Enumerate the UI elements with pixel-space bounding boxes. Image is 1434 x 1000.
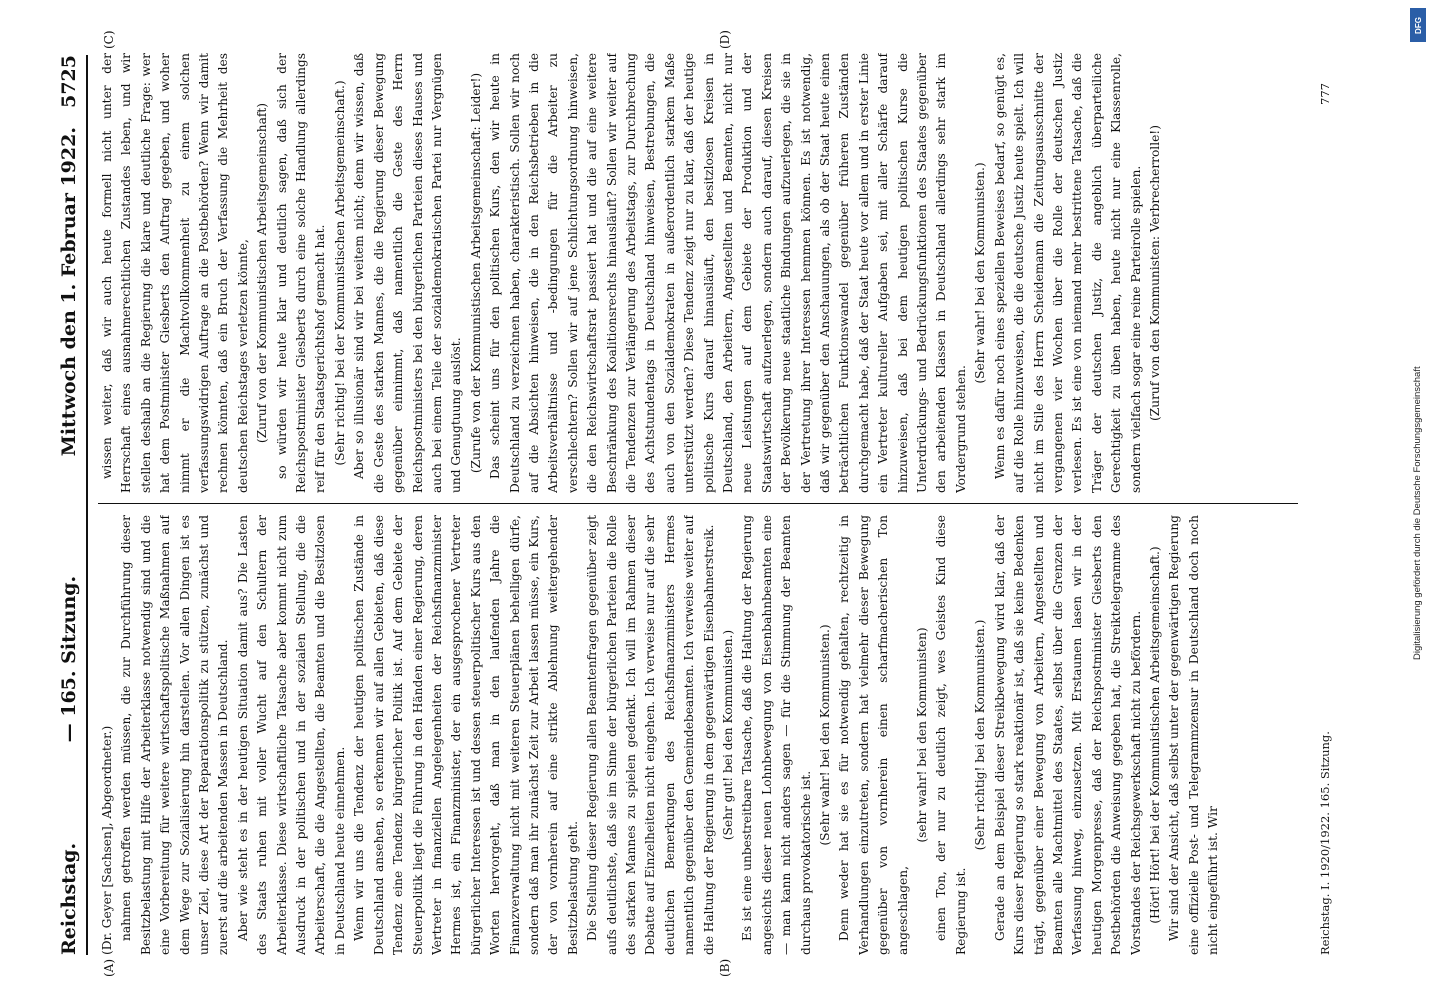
right-paragraph: (Zuruf von der Kommunistischen Arbeitsgemeinschaft) xyxy=(255,102,270,444)
right-paragraph: (Sehr wahr! bei den Kommunisten.) xyxy=(973,162,988,384)
dfg-logo: DFG xyxy=(1410,8,1426,42)
left-paragraph: Wenn wir uns die Tendenz der heutigen politischen Zustände in Deutschland ansehen, so erkennen wir auf allen Gebieten, daß diese Tendenz eine Tendenz bürgerlicher Politik ist. Auf dem Gebiete der Steuerpolitik liegt die Führung in den Händen einer Regierung, deren Vertreter in finanziellen Angelegenheiten der Reichsfinanzminister Hermes ist, ein Finanzminister, der ein ausgesprochener Vertreter bürgerlicher Interessen ist und dessen steuerpolitischer Kurs aus den Worten hervorgeht, daß man in den laufenden Jahre die Finanzverwaltung nicht mit weiteren Steuerplänen behelligen dürfe, sondern daß man ihr zunächst Zeit zur Arbeit lassen müsse, ein Kurs, der von vornherein auf eine strikte Ablehnung weitergehender Besitzbelastung geht. xyxy=(352,515,580,955)
right-paragraph: Wenn es dafür noch eines speziellen Beweises bedarf, so genügt es, auf die Rolle hinzuweisen, die die deutsche Justiz heute spielt. Ich will nicht im Stile des Herrn Scheidemann die Zeitungsausschnitte der vergangenen vier Wochen über die Rolle der deutschen Justiz verlesen. Es ist eine von niemand mehr bestrittene Tatsache, daß die Träger der deutschen Justiz, die angeblich überparteiliche Gerechtigkeit zu üben haben, heute nicht nur eine Klassenrolle, sondern vielfach sogar eine reine Parteirolle spielen. xyxy=(992,53,1143,493)
right-paragraph: wissen weiter, daß wir auch heute formell nicht unter der Herrschaft eines ausnahmerechtlichen Zustandes leben, und wir stellen deshalb an die Regierung die klare und deutliche Frage: wer hat dem Postminister Giesberts den Auftrag gegeben, und woher nimmt er die Machtvollkommenheit zu einem solchen verfassungswidrigen Auftrage an die Postbehörden? Wenn wir damit rechnen könnten, daß ein Bruch der Verfassung die Mehrheit des deutschen Reichstages verletzen könnte, xyxy=(100,53,250,493)
marker-a: (A) xyxy=(102,958,116,977)
left-paragraph: Aber wie steht es in der heutigen Situation damit aus? Die Lasten des Staats ruhen mit voller Wucht auf den Schultern der Arbeiterklasse. Diese wirtschaftliche Tatsache aber kommt nicht zum Ausdruck in der politischen und in der sozialen Stellung, die die Arbeiterschaft, die die Angestellten, die Beamten und die Besitzlosen in Deutschland heute einnehmen. xyxy=(235,515,347,955)
left-paragraph: Die Stellung dieser Regierung allen Beamtenfragen gegenüber zeigt aufs deutlichste, daß sie im Sinne der bürgerlichen Parteien die Rolle des starken Mannes zu spielen gedenkt. Ich will im Rahmen dieser Debatte auf Einzelheiten nicht eingehen. Ich verweise nur auf die sehr deutlichen Bemerkungen des Reichsfinanzministers Hermes namentlich gegenüber den Gemeindebeamten. Ich verweise weiter auf die Haltung der Regierung in dem gegenwärtigen Eisenbahnerstreik. xyxy=(585,515,716,955)
right-footer-number: 777 xyxy=(1318,83,1332,105)
left-paragraph: (Hört! Hört! bei der Kommunistischen Arbeitsgemeinschaft.) xyxy=(1147,546,1162,924)
page-header xyxy=(46,55,80,955)
right-paragraph: so würden wir heute klar und deutlich sagen, daß sich der Reichspostminister Giesberts durch eine solche Handlung allerdings reif für den Staatsgerichtshof gemacht hat. xyxy=(274,53,328,493)
left-paragraph: Gerade an dem Beispiel dieser Streikbewegung wird klar, daß der Kurs dieser Regierung so stark reaktionär ist, daß sie keine Bedenken trägt, gegenüber einer Bewegung von Arbeitern, Angestellten und Beamten alle Machtmittel des Staates, selbst über die Grenzen der Verfassung hinweg, einzusetzen. Mit Erstaunen lasen wir in der heutigen Morgenpresse, daß der Reichspostminister Giesberts den Postbehörden die Anweisung gegeben hat, die Streiktelegramme des Vorstandes der Reichsgewerkschaft nicht zu befördern. xyxy=(992,515,1143,955)
right-column xyxy=(98,53,1298,493)
rotated-document-page xyxy=(18,25,1358,985)
speaker-line: (Dr. Geyer [Sachsen], Abgeordneter.) xyxy=(100,725,114,955)
left-paragraph: einen Ton, der nur zu deutlich zeigt, wes Geistes Kind diese Regierung ist. xyxy=(934,515,968,955)
header-left: Reichstag. xyxy=(58,842,80,955)
left-paragraph: Denn weder hat sie es für notwendig gehalten, rechtzeitig in Verhandlungen einzutreten, sondern hat vielmehr dieser Bewegung gegenüber von vornherein einen scharfmacherischen Ton angeschlagen, xyxy=(837,515,910,955)
column-divider xyxy=(98,503,1298,504)
digitization-note: Digitalisierung gefördert durch die Deutsche Forschungsgemeinschaft xyxy=(1412,366,1423,660)
left-paragraph: (Sehr gut! bei den Kommunisten.) xyxy=(721,629,735,841)
header-rule xyxy=(86,55,88,955)
right-paragraph: (Zuruf von den Kommunisten: Verbrecherrolle!) xyxy=(1147,125,1162,421)
marker-d: (D) xyxy=(718,30,732,49)
right-paragraph: (Sehr richtig! bei der Kommunistischen Arbeitsgemeinschaft.) xyxy=(332,80,347,466)
left-paragraph: Wir sind der Ansicht, daß selbst unter der gegenwärtigen Regierung eine offizielle Post- und Telegrammzensur in Deutschland doch noch nicht eingeführt ist. Wir xyxy=(1167,515,1221,955)
left-paragraph: Es ist eine unbestreitbare Tatsache, daß die Haltung der Regierung angesichts dieser neuen Lohnbewegung von Eisenbahnbeamten eine — man kann nicht anders sagen — für die Stimmung der Beamten durchaus provokatorische ist. xyxy=(740,515,813,955)
marker-c: (C) xyxy=(102,30,116,49)
page-number: 5725 xyxy=(58,55,80,108)
left-footer: Reichstag. I. 1920/1922. 165. Sitzung. xyxy=(1318,731,1332,955)
right-paragraph: Aber so illusionär sind wir bei weitem nicht; denn wir wissen, daß die Geste des starken Mannes, die die Regierung dieser Bewegung gegenüber einnimmt, daß namentlich die Geste des Herrn Reichspostministers bei den bürgerlichen Parteien dieses Hauses und auch bei einem Teile der sozialdemokratischen Partei nur Vergnügen und Genugtuung auslöst. xyxy=(352,53,464,493)
left-paragraph: (sehr wahr! bei den Kommunisten) xyxy=(915,627,930,843)
header-date: Mittwoch den 1. Februar 1922. xyxy=(58,127,80,457)
left-column xyxy=(98,515,1298,955)
header-session: — 165. Sitzung. xyxy=(58,575,80,743)
left-paragraph: (Sehr wahr! bei den Kommunisten.) xyxy=(818,624,833,846)
left-paragraph: (Sehr richtig! bei den Kommunisten.) xyxy=(973,619,988,851)
right-paragraph: (Zurufe von der Kommunistischen Arbeitsgemeinschaft: Leider!) xyxy=(468,72,483,474)
marker-b: (B) xyxy=(718,958,732,977)
left-paragraph: nahmen getroffen werden müssen, die zur Durchführung dieser Besitzbelastung mit Hilfe der Arbeiterklasse notwendig sind und die eine Vorbereitung für weitere wirtschaftspolitische Maßnahmen auf dem Wege zur Sozialisierung hin darstellen. Vor allen Dingen ist es unser Ziel, diese Art der Reparationspolitik zu stützen, zunächst und zuerst auf die arbeitenden Massen in Deutschland. xyxy=(119,515,231,955)
right-paragraph: Das scheint uns für den politischen Kurs, den wir heute in Deutschland zu verzeichnen haben, charakteristisch. Sollen wir noch auf die Absichten hinweisen, die in den Reichsbetrieben in die Arbeitsverhältnisse und -bedingungen für die Arbeiter zu verschlechtern? Sollen wir auf jene Schlichtungsordnung hinweisen, die den Reichswirtschaftsrat passiert hat und die auf eine weitere Beschränkung des Koalitionsrechts hinausläuft? Sollen wir weiter auf die Tendenzen zur Verlängerung des Arbeitstags, zur Durchbrechung des Achtstundentags in Deutschland hinweisen, Bestrebungen, die auch von den Sozialdemokraten in außerordentlich starkem Maße unterstützt werden? Diese Tendenz zeigt nur zu klar, daß der heutige politische Kurs darauf hinausläuft, den besitzlosen Kreisen in Deutschland, den Arbeitern, Angestellten und Beamten, nicht nur neue Leistungen auf dem Gebiete der Produktion und der Staatswirtschaft aufzuerlegen, sondern auch darauf, diesen Kreisen der Bevölkerung neue staatliche Bindungen aufzuerlegen, die sie in der Vertretung ihrer Interessen hemmen können. Es ist notwendig, daß wir gegenüber den Anschauungen, als ob der Staat heute einen beträchtlichen Funktionswandel gegenüber früheren Zuständen durchgemacht habe, daß der Staat heute vor allem und in erster Linie ein Vertreter kultureller Aufgaben sei, mit aller Schärfe darauf hinzuweisen, daß bei dem heutigen politischen Kurse die Unterdrückungs- und Bedrückungsfunktionen des Staates gegenüber den arbeitenden Klassen in Deutschland allerdings sehr stark im Vordergrund stehen. xyxy=(488,53,968,493)
